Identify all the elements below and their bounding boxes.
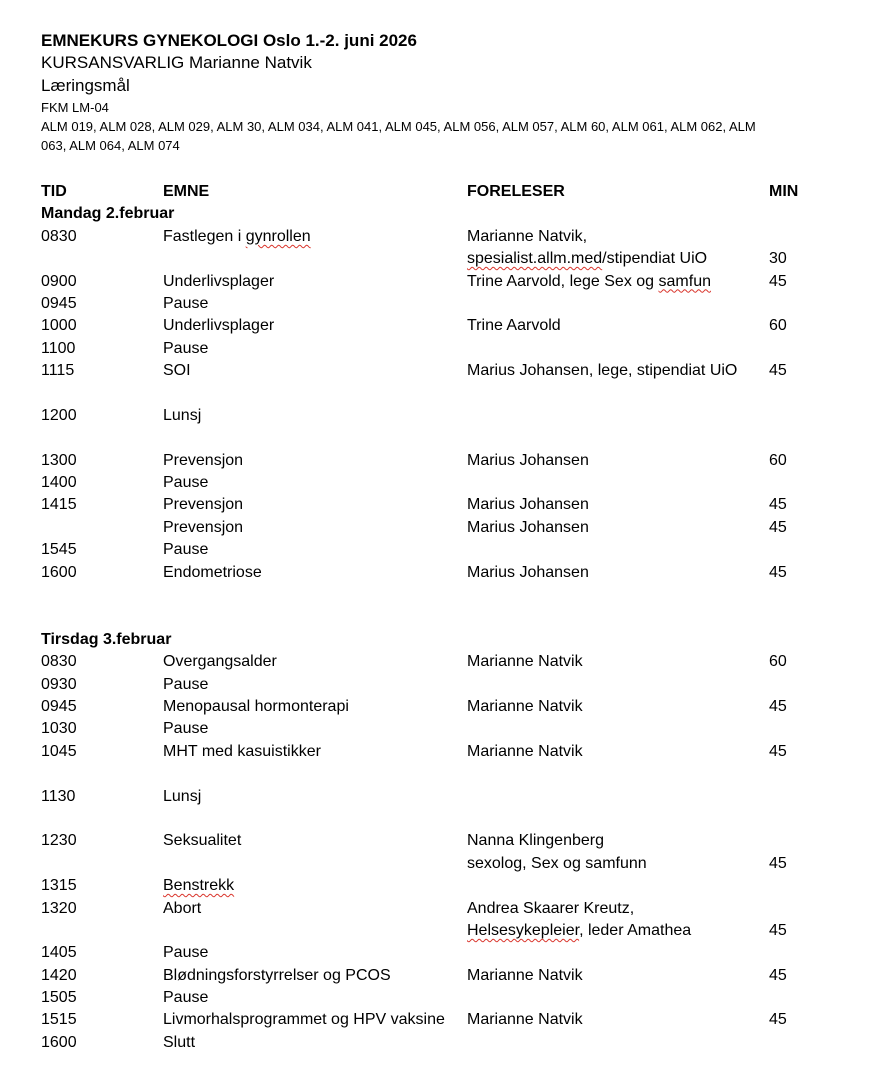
topic-cell: Blødningsforstyrrelser og PCOS [163, 966, 391, 984]
lecturer-cell: Helsesykepleier, leder Amathea [467, 921, 692, 939]
time-cell: 1320 [41, 899, 77, 917]
topic-cell: Pause [163, 989, 209, 1007]
spellcheck-underlined-word: spesialist.allm.med [467, 250, 603, 268]
schedule-row [41, 786, 841, 808]
lecturer-cell: Marianne Natvik [467, 697, 583, 715]
schedule-row [41, 494, 841, 516]
schedule-row [41, 271, 841, 293]
minutes-cell: 60 [769, 317, 787, 335]
time-cell: 1415 [41, 496, 77, 514]
schedule-row [41, 360, 841, 382]
schedule-row [41, 226, 841, 248]
topic-cell: Fastlegen i gynrollen [163, 227, 311, 245]
time-cell: 0900 [41, 272, 77, 290]
topic-cell: Underlivsplager [163, 272, 275, 290]
topic-cell [163, 875, 234, 897]
minutes-cell: 45 [769, 921, 787, 939]
topic-cell: SOI [163, 362, 191, 380]
blank-row [41, 427, 841, 449]
column-header-foreleser: FORELESER [467, 183, 565, 200]
spellcheck-underlined-word: samfun [658, 272, 711, 290]
schedule-row [41, 898, 841, 920]
schedule-row [41, 965, 841, 987]
topic-cell: Menopausal hormonterapi [163, 697, 349, 715]
topic-cell: Pause [163, 720, 209, 738]
schedule-row [41, 741, 841, 763]
schedule-row [41, 920, 841, 942]
lecturer-cell: Marius Johansen [467, 496, 589, 514]
column-header-tid: TID [41, 183, 67, 200]
minutes-cell: 45 [769, 563, 787, 581]
minutes-cell: 45 [769, 697, 787, 715]
schedule-row [41, 472, 841, 494]
schedule-row [41, 450, 841, 472]
minutes-cell: 45 [769, 1011, 787, 1029]
minutes-cell: 45 [769, 966, 787, 984]
time-cell: 1130 [41, 787, 76, 805]
minutes-cell: 30 [769, 250, 787, 268]
topic-cell: Endometriose [163, 563, 262, 581]
topic-cell: Pause [163, 294, 209, 312]
day-heading: Tirsdag 3.februar [41, 630, 172, 648]
column-header-emne: EMNE [163, 183, 210, 200]
topic-cell: Prevensjon [163, 518, 244, 536]
schedule-row [41, 875, 841, 897]
time-cell: 0830 [41, 227, 77, 245]
minutes-cell: 45 [769, 742, 787, 760]
topic-cell: Lunsj [163, 787, 202, 805]
spellcheck-underlined-word: gynrollen [245, 227, 311, 245]
time-cell: 1505 [41, 989, 77, 1007]
schedule-row [41, 562, 841, 584]
topic-cell: Lunsj [163, 406, 202, 424]
time-cell: 1030 [41, 720, 77, 738]
time-cell: 1545 [41, 541, 77, 559]
schedule-row [41, 853, 841, 875]
topic-cell: Pause [163, 474, 209, 492]
lecturer-cell: spesialist.allm.med/stipendiat UiO [467, 250, 708, 268]
course-title: EMNEKURS GYNEKOLOGI Oslo 1.-2. juni 2026 [41, 31, 417, 50]
time-cell: 0930 [41, 675, 77, 693]
schedule-row [41, 517, 841, 539]
time-cell: 1315 [41, 877, 77, 895]
schedule-row [41, 987, 841, 1009]
schedule-row [41, 651, 841, 673]
schedule-row [41, 539, 841, 561]
document-page [41, 30, 841, 1051]
schedule-row [41, 674, 841, 696]
schedule-row [41, 1032, 841, 1054]
time-cell: 1000 [41, 317, 77, 335]
column-header-row [41, 181, 841, 203]
column-header-min: MIN [769, 183, 799, 200]
topic-cell: Pause [163, 675, 209, 693]
blank-row [41, 584, 841, 606]
time-cell: 1600 [41, 563, 77, 581]
topic-cell: Pause [163, 944, 209, 962]
topic-cell: Overgangsalder [163, 653, 277, 671]
course-responsible: KURSANSVARLIG Marianne Natvik [41, 53, 312, 72]
lecturer-cell: Nanna Klingenberg [467, 832, 604, 850]
time-cell: 0945 [41, 697, 77, 715]
time-cell: 1230 [41, 832, 77, 850]
lecturer-cell: Trine Aarvold [467, 317, 561, 335]
day-heading-row [41, 629, 841, 651]
time-cell: 1115 [41, 362, 75, 380]
lecturer-cell: Marius Johansen [467, 563, 589, 581]
time-cell: 1200 [41, 406, 77, 424]
lecturer-cell: Marius Johansen, lege, stipendiat UiO [467, 362, 738, 380]
alm-codes-line-2: 063, ALM 064, ALM 074 [41, 138, 180, 153]
topic-cell: Prevensjon [163, 496, 244, 514]
spellcheck-underlined-word: Benstrekk [163, 877, 235, 895]
minutes-cell: 60 [769, 653, 787, 671]
schedule-row [41, 942, 841, 964]
spellcheck-underlined-word: Helsesykepleier [467, 921, 580, 939]
lecturer-cell: Trine Aarvold, lege Sex og samfun [467, 272, 711, 290]
time-cell: 0945 [41, 294, 77, 312]
lecturer-cell: Marius Johansen [467, 451, 589, 469]
topic-cell: Livmorhalsprogrammet og HPV vaksine [163, 1011, 445, 1029]
time-cell: 0830 [41, 653, 77, 671]
time-cell: 1045 [41, 742, 77, 760]
minutes-cell: 45 [769, 518, 787, 536]
minutes-cell: 45 [769, 854, 787, 872]
time-cell: 1515 [41, 1011, 77, 1029]
time-cell: 1600 [41, 1033, 77, 1051]
schedule-table [41, 181, 841, 1054]
time-cell: 1405 [41, 944, 77, 962]
time-cell: 1100 [41, 339, 76, 357]
minutes-cell: 45 [769, 362, 787, 380]
blank-row [41, 606, 841, 628]
alm-codes-line-1: ALM 019, ALM 028, ALM 029, ALM 30, ALM 034, ALM 041, ALM 045, ALM 056, ALM 057, ALM 60, ALM 061, ALM 062, ALM [41, 119, 756, 134]
topic-cell: Pause [163, 339, 209, 357]
schedule-row [41, 248, 841, 270]
lecturer-cell: Marianne Natvik [467, 653, 583, 671]
lecturer-cell: Andrea Skaarer Kreutz, [467, 899, 635, 917]
blank-row [41, 383, 841, 405]
fkm-code: FKM LM-04 [41, 100, 109, 115]
topic-cell: MHT med kasuistikker [163, 742, 321, 760]
learning-goals-label: Læringsmål [41, 76, 130, 95]
topic-cell: Seksualitet [163, 832, 242, 850]
lecturer-cell: Marianne Natvik [467, 742, 583, 760]
minutes-cell: 60 [769, 451, 787, 469]
topic-cell: Underlivsplager [163, 317, 275, 335]
lecturer-cell: Marianne Natvik [467, 1011, 583, 1029]
lecturer-cell: sexolog, Sex og samfunn [467, 854, 647, 872]
time-cell: 1400 [41, 474, 77, 492]
lecturer-cell: Marius Johansen [467, 518, 589, 536]
day-heading: Mandag 2.februar [41, 205, 175, 223]
schedule-row [41, 696, 841, 718]
day-heading-row [41, 203, 841, 225]
schedule-row [41, 293, 841, 315]
blank-row [41, 763, 841, 785]
time-cell: 1300 [41, 451, 77, 469]
schedule-row [41, 1009, 841, 1031]
topic-cell: Slutt [163, 1033, 196, 1051]
schedule-row [41, 718, 841, 740]
time-cell: 1420 [41, 966, 77, 984]
schedule-row [41, 315, 841, 337]
minutes-cell: 45 [769, 496, 787, 514]
lecturer-cell: Marianne Natvik, [467, 227, 588, 245]
schedule-row [41, 338, 841, 360]
lecturer-cell: Marianne Natvik [467, 966, 583, 984]
blank-row [41, 808, 841, 830]
topic-cell: Abort [163, 899, 202, 917]
minutes-cell: 45 [769, 272, 787, 290]
schedule-row [41, 405, 841, 427]
topic-cell: Prevensjon [163, 451, 244, 469]
schedule-row [41, 830, 841, 852]
topic-cell: Pause [163, 541, 209, 559]
